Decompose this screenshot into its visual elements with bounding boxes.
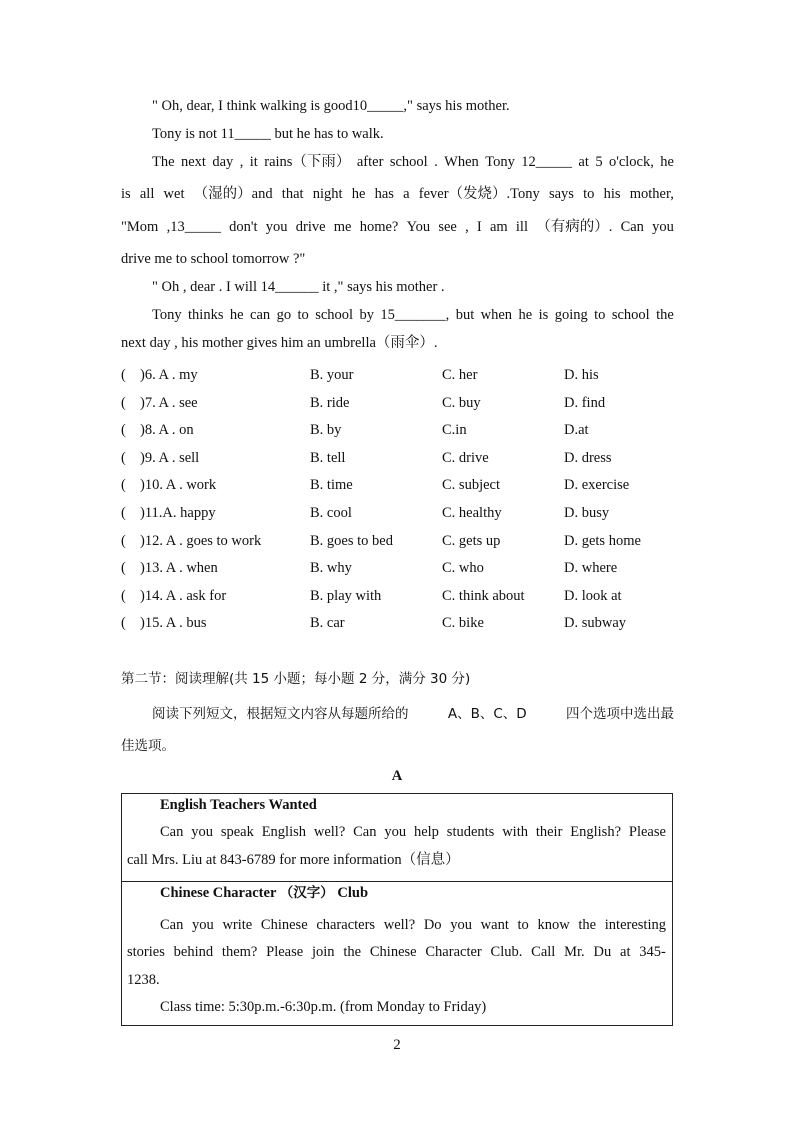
word: Please — [266, 944, 304, 960]
option-d: D. where — [564, 560, 618, 577]
passage-line: " Oh, dear, I think walking is good10_____," says his mother. — [152, 98, 510, 114]
answer-bracket[interactable]: ( — [121, 615, 126, 632]
passage-line — [152, 305, 674, 325]
option-b: B. tell — [310, 449, 346, 466]
word: see — [438, 219, 457, 235]
word: English — [261, 824, 307, 840]
word: want — [480, 917, 509, 933]
option-b: B. why — [310, 560, 352, 577]
ad-text: 1238. — [127, 972, 160, 988]
word: it — [249, 154, 258, 170]
word: speak — [220, 824, 254, 840]
word: he — [351, 186, 366, 202]
option-c: C. her — [442, 367, 478, 383]
passage-line — [121, 184, 674, 204]
word: he — [229, 307, 244, 323]
word: Club. — [490, 944, 523, 960]
word: is — [121, 186, 131, 202]
option-c: C. who — [442, 560, 484, 577]
word: their — [535, 824, 563, 840]
word: I — [476, 219, 482, 235]
word: Mr. — [564, 944, 585, 960]
word: rains（下雨） — [264, 154, 351, 170]
option-b: B. time — [310, 477, 353, 494]
ad-text: call Mrs. Liu at 843-6789 for more information（信息） — [127, 852, 460, 868]
word: 5 — [595, 154, 603, 170]
word: me — [333, 219, 352, 235]
word: after — [356, 154, 384, 170]
question-row — [121, 475, 681, 495]
passage-line — [152, 152, 674, 172]
ad-title-cn: （汉字） — [279, 885, 334, 901]
option-c: C. think about — [442, 587, 525, 604]
word: that — [281, 186, 304, 202]
word: he — [518, 307, 533, 323]
option-b: B. car — [310, 615, 345, 632]
answer-bracket[interactable]: ( — [121, 587, 126, 604]
word: you — [191, 824, 213, 840]
word: home? — [359, 219, 399, 235]
word: his — [603, 186, 621, 202]
word: Tony — [485, 154, 515, 170]
word: can — [250, 307, 271, 323]
answer-bracket[interactable]: ( — [121, 532, 126, 549]
word: o'clock, — [608, 154, 654, 170]
word: help — [413, 824, 439, 840]
instruction-line — [152, 704, 674, 724]
word: A、B、C、D — [447, 706, 527, 722]
word: at — [620, 944, 631, 960]
answer-bracket[interactable]: ( — [121, 422, 126, 439]
question-row — [121, 393, 681, 413]
option-a: )8. A . on — [140, 422, 194, 439]
word: but — [455, 307, 475, 323]
word: When — [444, 154, 479, 170]
option-d: D. dress — [564, 449, 612, 466]
question-row — [121, 503, 681, 523]
passage-line: " Oh , dear . I will 14______ it ," says his mother . — [152, 279, 445, 295]
option-d: D. his — [564, 367, 599, 383]
question-row — [121, 365, 681, 385]
page-number: 2 — [393, 1037, 401, 1053]
instruction-line: 佳选项。 — [121, 738, 175, 754]
ad-title — [160, 883, 368, 903]
option-a: )15. A . bus — [140, 615, 207, 632]
word: 345- — [639, 944, 666, 960]
word: mother, — [629, 186, 674, 202]
word: Call — [531, 944, 556, 960]
word: Can — [620, 219, 644, 235]
question-row — [121, 558, 681, 578]
word: Chinese — [260, 917, 308, 933]
word: you — [652, 219, 674, 235]
word: to — [517, 917, 529, 933]
word: to — [297, 307, 309, 323]
option-b: B. ride — [310, 394, 350, 411]
word: school — [389, 154, 428, 170]
option-a: )9. A . sell — [140, 449, 200, 466]
word: ,13_____ — [166, 219, 221, 235]
word: know — [537, 917, 570, 933]
word: don't — [229, 219, 258, 235]
word: 四个选项中选出最 — [565, 706, 674, 722]
word: the — [656, 307, 674, 323]
word: characters — [316, 917, 376, 933]
word: says — [548, 186, 574, 202]
word: Chinese — [369, 944, 417, 960]
question-row — [121, 448, 681, 468]
option-d: D. gets home — [564, 532, 641, 549]
answer-bracket[interactable]: ( — [121, 367, 126, 383]
word: day — [212, 154, 234, 170]
word: "Mom — [121, 219, 159, 235]
answer-bracket[interactable]: ( — [121, 394, 126, 411]
word: going — [554, 307, 588, 323]
option-a: )11.A. happy — [140, 505, 216, 521]
option-d: D.at — [564, 422, 589, 439]
word: fever（发烧）.Tony — [418, 186, 540, 202]
option-d: D. find — [564, 394, 606, 411]
word: Can — [160, 917, 184, 933]
ad-text — [127, 942, 666, 962]
option-a: )12. A . goes to work — [140, 532, 262, 549]
option-b: B. by — [310, 422, 342, 439]
option-c: C. bike — [442, 615, 484, 632]
passage-line — [121, 217, 674, 237]
option-a: )13. A . when — [140, 560, 218, 577]
word: ill — [515, 219, 528, 235]
word: you — [265, 219, 288, 235]
answer-bracket[interactable]: ( — [121, 449, 126, 466]
word: at — [578, 154, 589, 170]
word: 15_______, — [380, 307, 450, 323]
section-heading: 第二节：阅读理解(共 15 小题；每小题 2 分，满分 30 分) — [121, 671, 471, 687]
word: well? — [383, 917, 416, 933]
word: students — [446, 824, 495, 840]
word: he — [660, 154, 674, 170]
word: , — [239, 154, 244, 170]
passage-line: next day , his mother gives him an umbrella（雨伞）. — [121, 335, 438, 351]
word: go — [276, 307, 292, 323]
option-d: D. busy — [564, 505, 610, 521]
ad-title-en: Chinese Character — [160, 885, 277, 901]
ad-title-club: Club — [337, 885, 369, 901]
word: Du — [593, 944, 612, 960]
word: The — [152, 154, 175, 170]
word: to — [583, 186, 595, 202]
word: wet — [163, 186, 185, 202]
word: when — [480, 307, 513, 323]
word: night — [312, 186, 343, 202]
word: the — [343, 944, 362, 960]
option-c: C. subject — [442, 477, 500, 494]
option-c: C. buy — [442, 394, 481, 411]
answer-bracket[interactable]: ( — [121, 477, 126, 494]
word: interesting — [604, 917, 666, 933]
word: a — [403, 186, 410, 202]
answer-bracket[interactable]: ( — [121, 560, 126, 577]
word: You — [406, 219, 431, 235]
word: （湿的）and — [193, 186, 273, 202]
word: all — [139, 186, 155, 202]
word: write — [222, 917, 253, 933]
word: to — [594, 307, 606, 323]
passage-line: Tony is not 11_____ but he has to walk. — [152, 126, 384, 142]
word: has — [374, 186, 394, 202]
word: is — [538, 307, 549, 323]
word: school — [611, 307, 650, 323]
option-a: )7. A . see — [140, 394, 198, 411]
word: Tony — [152, 307, 182, 323]
word: by — [359, 307, 374, 323]
option-a: )10. A . work — [140, 477, 217, 494]
word: you — [384, 824, 407, 840]
ad-text — [160, 915, 666, 935]
word: well? — [313, 824, 346, 840]
ad-title: English Teachers Wanted — [160, 797, 317, 813]
word: Please — [628, 824, 666, 840]
question-row — [121, 613, 681, 633]
word: Can — [353, 824, 377, 840]
question-row — [121, 586, 681, 606]
word: behind — [173, 944, 214, 960]
ad-english-teachers — [121, 793, 673, 882]
word: school — [315, 307, 354, 323]
ad-text — [160, 822, 666, 842]
word: . — [434, 154, 438, 170]
word: thinks — [188, 307, 224, 323]
option-d: D. exercise — [564, 477, 630, 494]
word: 阅读下列短文，根据短文内容从每题所给的 — [152, 706, 409, 722]
option-c: C. gets up — [442, 532, 501, 549]
option-b: B. goes to bed — [310, 532, 393, 549]
word: Character — [425, 944, 482, 960]
word: with — [502, 824, 528, 840]
word: Do — [423, 917, 442, 933]
word: English? — [570, 824, 622, 840]
option-b: B. play with — [310, 587, 382, 604]
word: join — [312, 944, 335, 960]
question-row — [121, 420, 681, 440]
answer-bracket[interactable]: ( — [121, 505, 126, 521]
option-a: )6. A . my — [140, 367, 198, 383]
option-d: D. look at — [564, 587, 622, 604]
word: 12_____ — [521, 154, 572, 170]
word: Can — [160, 824, 184, 840]
option-b: B. cool — [310, 505, 352, 521]
option-c: C. drive — [442, 449, 489, 466]
ad-text: Class time: 5:30p.m.-6:30p.m. (from Monday to Friday) — [160, 999, 487, 1015]
option-c: C.in — [442, 422, 467, 439]
word: you — [192, 917, 214, 933]
word: , — [465, 219, 469, 235]
passage-line: drive me to school tomorrow ?" — [121, 251, 306, 267]
word: next — [180, 154, 206, 170]
option-b: B. your — [310, 367, 354, 383]
word: （有病的）. — [536, 219, 613, 235]
word: am — [489, 219, 508, 235]
question-row — [121, 531, 681, 551]
word: drive — [295, 219, 326, 235]
option-c: C. healthy — [442, 505, 502, 521]
option-d: D. subway — [564, 615, 627, 632]
word: the — [578, 917, 597, 933]
word: stories — [127, 944, 165, 960]
passage-label: A — [391, 768, 403, 784]
ad-chinese-character-club — [121, 881, 673, 1026]
word: them? — [221, 944, 258, 960]
word: you — [450, 917, 472, 933]
option-a: )14. A . ask for — [140, 587, 227, 604]
